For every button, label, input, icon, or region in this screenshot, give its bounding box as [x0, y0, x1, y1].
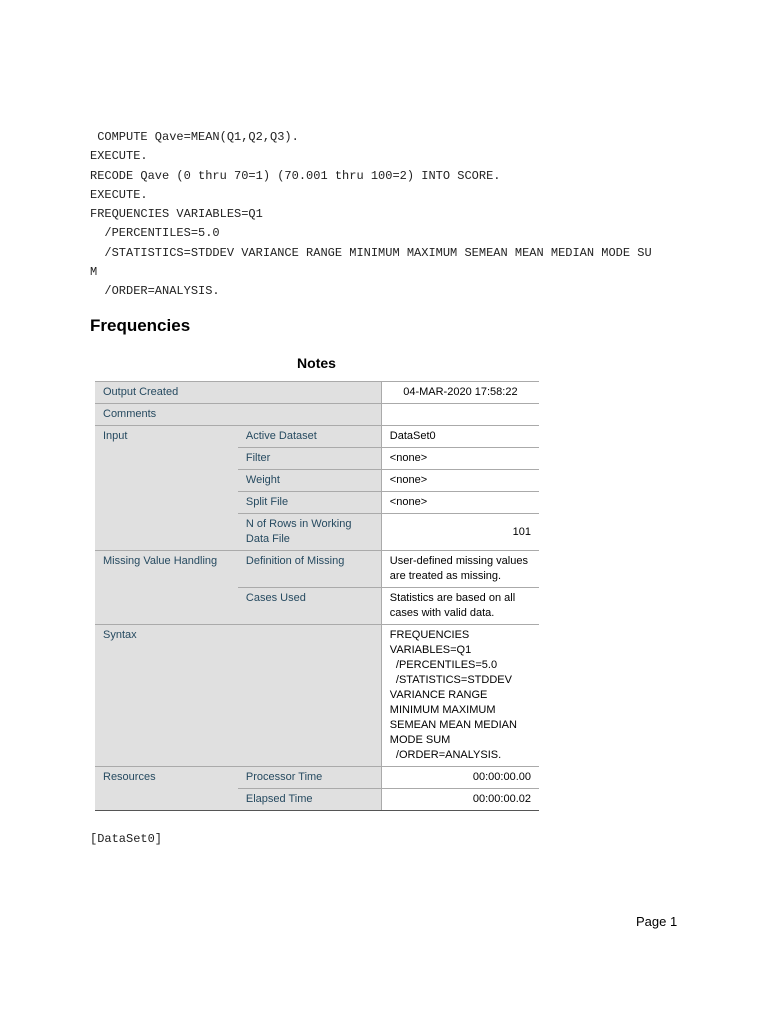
weight-label: Weight [238, 470, 381, 492]
syntax-value-line: /ORDER=ANALYSIS. [389, 749, 502, 761]
active-dataset-value: DataSet0 [381, 426, 539, 448]
syntax-line: /PERCENTILES=5.0 [90, 226, 220, 241]
syntax-value-line: FREQUENCIES [389, 629, 470, 641]
syntax-value-line: MINIMUM MAXIMUM [389, 704, 496, 716]
syntax-line: RECODE Qave (0 thru 70=1) (70.001 thru 100=2) INTO SCORE. [90, 168, 501, 183]
input-label: Input [95, 426, 238, 551]
active-dataset-label: Active Dataset [238, 426, 381, 448]
syntax-line: /ORDER=ANALYSIS. [90, 284, 220, 299]
section-heading: Frequencies [90, 316, 191, 335]
syntax-line: M [90, 265, 98, 280]
cases-used-value: Statistics are based on all cases with valid data. [381, 588, 539, 625]
syntax-value-line: MODE SUM [389, 734, 451, 746]
syntax-value-line: VARIANCE RANGE [389, 689, 488, 701]
syntax-value-line: /STATISTICS=STDDEV [389, 674, 512, 686]
syntax-line: /STATISTICS=STDDEV VARIANCE RANGE MINIMUM MAXIMUM SEMEAN MEAN MEDIAN MODE SU [90, 245, 652, 260]
definition-of-missing-label: Definition of Missing [238, 551, 381, 588]
syntax-line: EXECUTE. [90, 187, 148, 202]
comments-value [381, 404, 539, 426]
split-file-label: Split File [238, 492, 381, 514]
output-created-label: Output Created [95, 382, 381, 404]
syntax-value-line: VARIABLES=Q1 [389, 644, 472, 656]
elapsed-time-label: Elapsed Time [238, 789, 381, 811]
notes-table-title: Notes [297, 355, 336, 371]
definition-of-missing-value: User-defined missing values are treated as missing. [381, 551, 539, 588]
table-row [95, 625, 539, 767]
page-number: Page 1 [636, 914, 678, 929]
n-rows-value: 101 [381, 514, 539, 551]
table-row [95, 382, 539, 404]
weight-value: <none> [381, 470, 539, 492]
syntax-block [90, 128, 652, 302]
split-file-value: <none> [381, 492, 539, 514]
syntax-value-line: SEMEAN MEAN MEDIAN [389, 719, 517, 731]
elapsed-time-value: 00:00:00.02 [381, 789, 539, 811]
missing-value-handling-label: Missing Value Handling [95, 551, 238, 625]
processor-time-value: 00:00:00.00 [381, 767, 539, 789]
output-created-value: 04-MAR-2020 17:58:22 [381, 382, 539, 404]
notes-table [95, 381, 539, 811]
filter-value: <none> [381, 448, 539, 470]
table-row [95, 551, 539, 588]
syntax-line: EXECUTE. [90, 149, 148, 164]
filter-label: Filter [238, 448, 381, 470]
resources-label: Resources [95, 767, 238, 811]
syntax-line: COMPUTE Qave=MEAN(Q1,Q2,Q3). [90, 130, 299, 144]
table-row [95, 767, 539, 789]
syntax-line: FREQUENCIES VARIABLES=Q1 [90, 207, 263, 222]
syntax-value [381, 625, 539, 767]
syntax-label: Syntax [95, 625, 381, 767]
dataset-marker: [DataSet0] [90, 832, 163, 846]
table-row [95, 404, 539, 426]
cases-used-label: Cases Used [238, 588, 381, 625]
n-rows-label: N of Rows in Working Data File [238, 514, 381, 551]
processor-time-label: Processor Time [238, 767, 381, 789]
table-row [95, 426, 539, 448]
syntax-value-line: /PERCENTILES=5.0 [389, 659, 498, 671]
comments-label: Comments [95, 404, 381, 426]
